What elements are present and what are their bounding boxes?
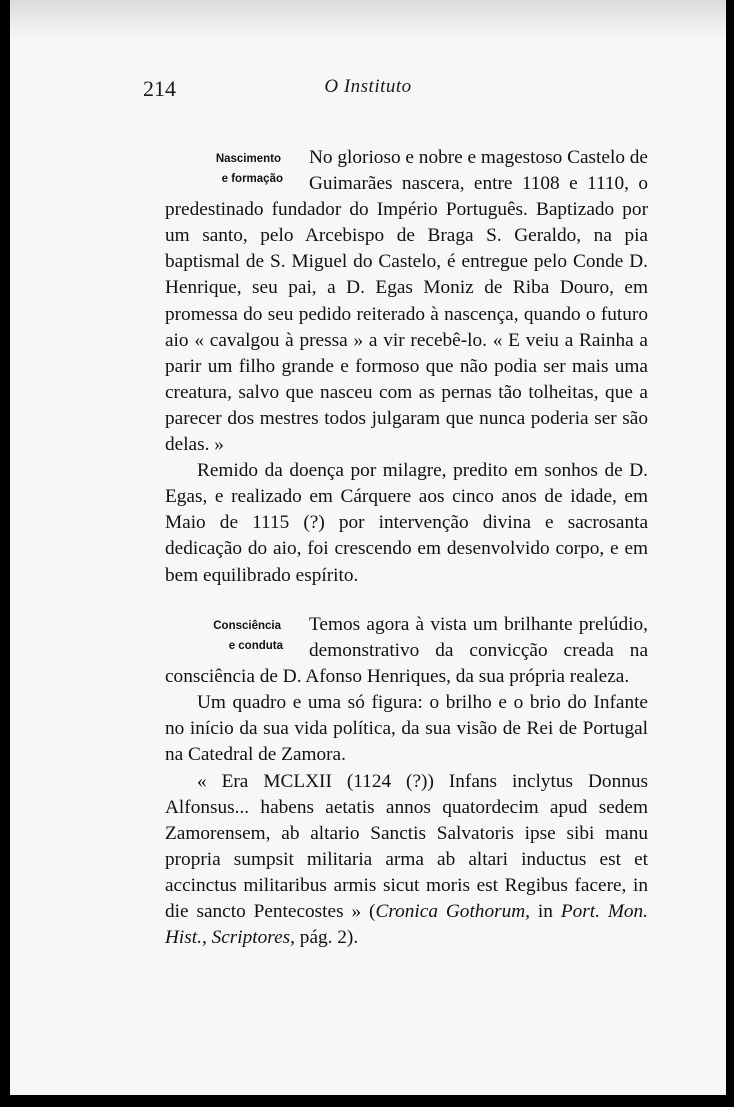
citation-title: Cronica Gothorum, [375, 901, 530, 923]
margin-note-line: Nascimento [215, 153, 281, 165]
margin-note-line: e formação [221, 173, 283, 185]
scan-shadow [10, 0, 726, 40]
citation-connector: in [529, 901, 561, 923]
margin-note-line: Consciência [213, 620, 281, 632]
latin-quote-paragraph [165, 769, 648, 952]
page-number: 214 [143, 76, 176, 101]
paragraph: Temos agora à vista um brilhante prelúdio, demonstrativo da convicção creada na consciência de D. Afonso Henriques, da sua própria realeza. [165, 614, 648, 688]
citation-source: Port. Mon. Hist., Scriptores, [165, 901, 648, 949]
book-page [10, 0, 726, 1095]
running-title: O Instituto [324, 76, 412, 97]
margin-note-line: e conduta [228, 640, 283, 652]
section-consciencia [165, 612, 648, 951]
citation-page: pág. 2). [294, 927, 359, 949]
paragraph: Um quadro e uma só figura: o brilho e o brio do Infante no início da sua vida política, da sua visão de Rei de Portugal na Catedral de Zamora. [165, 692, 648, 766]
latin-quote: « Era MCLXII (1124 (?)) Infans inclytus Donnus Alfonsus... habens aetatis annos quatordecim apud sedem Zamorensem, ab altario Sanctis Salvatoris ipse sibi manu propria sumpsit militaria arma ab altari inductus est et accinctus militaribus armis sicut moris est Regibus facere, in die sancto Pentecostes » ( [165, 770, 648, 923]
page-header [10, 76, 726, 106]
section-nascimento [165, 145, 648, 589]
paragraph: No glorioso e nobre e magestoso Castelo de Guimarães nascera, entre 1108 e 1110, o predestinado fundador do Império Português. Baptizado por um santo, pelo Arcebispo de Braga S. Geraldo, na pia baptismal de S. Miguel do Castelo, é entregue pelo Conde D. Henrique, seu pai, a D. Egas Moniz de Riba Douro, em promessa do seu pedido reiterado à nascença, quando o futuro aio « cavalgou à pressa » a vir recebê-lo. « E veiu a Rainha a parir um filho grande e formoso que não podia ser mais uma creatura, salvo que nasceu com as pernas tão tolheitas, que a parecer dos mestres todos julgaram que nunca poderia ser são delas. » [165, 147, 648, 456]
paragraph: Remido da doença por milagre, predito em sonhos de D. Egas, e realizado em Cárquere aos cinco anos de idade, em Maio de 1115 (?) por intervenção divina e sacrosanta dedicação do aio, foi crescendo em desenvolvido corpo, e em bem equilibrado espírito. [165, 460, 648, 586]
margin-note-consciencia [165, 612, 295, 664]
margin-note-nascimento [165, 145, 295, 197]
